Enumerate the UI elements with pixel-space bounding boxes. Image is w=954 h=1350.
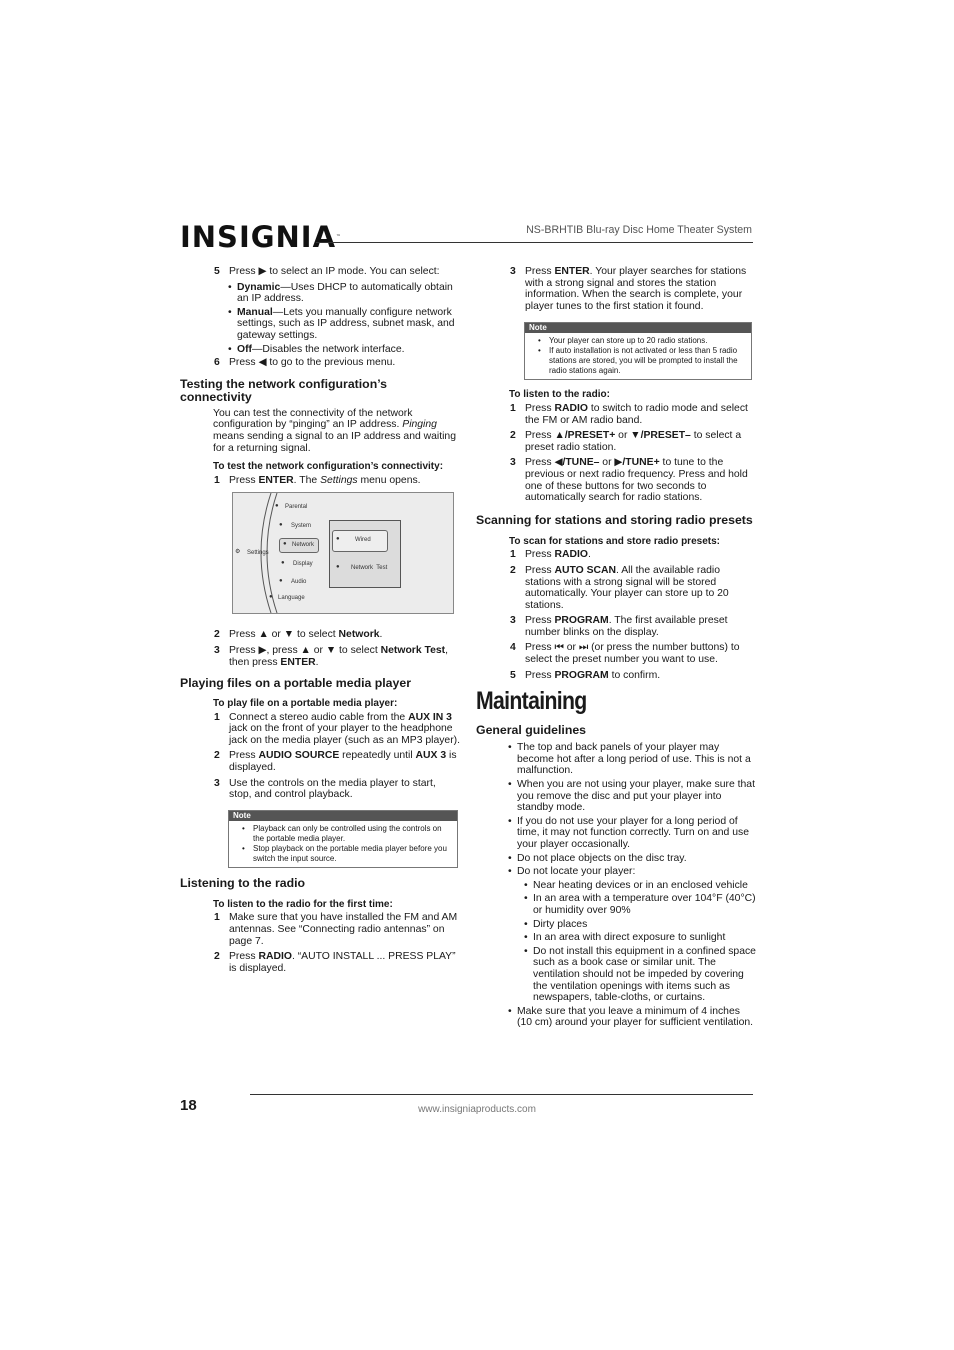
down-arrow-icon: ▼ bbox=[283, 629, 295, 641]
key: PROGRAM bbox=[554, 669, 609, 681]
skip-back-icon: ⏮ bbox=[554, 642, 564, 654]
step-5-ip-mode bbox=[180, 266, 460, 278]
text: . bbox=[587, 549, 591, 561]
text: Press bbox=[525, 669, 555, 681]
right-arrow-icon: ▶ bbox=[258, 644, 267, 656]
text: Press bbox=[525, 402, 555, 414]
text: Press bbox=[525, 266, 555, 277]
network-test-icon: ● bbox=[336, 564, 340, 571]
text: Connect a stereo audio cable from the bbox=[229, 711, 409, 723]
key: /PRESET+ bbox=[564, 430, 616, 442]
text: Press bbox=[229, 266, 259, 277]
step-number: 5 bbox=[510, 669, 516, 681]
list-item: • Do not locate your player: bbox=[517, 866, 756, 878]
text: Press bbox=[525, 549, 555, 561]
step-1-antennas bbox=[180, 912, 460, 947]
right-arrow-icon: ▶ bbox=[614, 457, 623, 469]
text: is displayed. bbox=[229, 750, 457, 774]
left-arrow-icon: ◀ bbox=[258, 357, 267, 369]
step-number: 1 bbox=[214, 912, 220, 924]
text: Press bbox=[229, 474, 259, 486]
step-3-enter-search bbox=[476, 266, 756, 312]
key: ENTER bbox=[554, 266, 590, 277]
parental-icon: ● bbox=[275, 503, 279, 510]
term: Off bbox=[237, 343, 253, 355]
text: (or press the number buttons) to select the preset number you want to use. bbox=[525, 642, 740, 666]
subheading-radio-first: To listen to the radio for the first time: bbox=[213, 898, 393, 910]
step-number: 2 bbox=[510, 430, 516, 442]
text: , press bbox=[266, 644, 301, 656]
step-5-confirm bbox=[476, 670, 756, 682]
step-number: 5 bbox=[214, 266, 220, 277]
list-item: • In an area with direct exposure to sunlight bbox=[533, 932, 756, 944]
step-number: 1 bbox=[510, 549, 516, 561]
text: Press bbox=[525, 457, 555, 469]
list-item: • Near heating devices or in an enclosed vehicle bbox=[533, 880, 756, 892]
subheading-listen: To listen to the radio: bbox=[509, 389, 610, 401]
note-header: Note bbox=[525, 323, 751, 333]
list-item: • When you are not using your player, make sure that you remove the disc and put your player into standby mode. bbox=[517, 779, 756, 814]
text: or bbox=[563, 642, 579, 654]
note-item: • If auto installation is not activated or less than 5 radio stations are stored, you will be prompted to install the radio stations again. bbox=[549, 346, 747, 376]
term: Dynamic bbox=[237, 281, 281, 293]
left-arrow-icon: ◀ bbox=[554, 457, 563, 469]
step-1-enter bbox=[180, 475, 460, 487]
guidelines-list-end bbox=[476, 1006, 756, 1029]
logo-text: INSIGNIA bbox=[180, 220, 337, 254]
step-number: 3 bbox=[214, 777, 220, 789]
key: /PRESET– bbox=[640, 430, 691, 442]
heading-listening-radio: Listening to the radio bbox=[180, 875, 306, 890]
note-item: • Stop playback on the portable media player before you switch the input source. bbox=[253, 844, 453, 864]
key: AUX 3 bbox=[415, 750, 447, 762]
header-title: NS-BRHTIB Blu-ray Disc Home Theater System bbox=[526, 224, 752, 236]
text: . The bbox=[293, 474, 321, 486]
menu-item-network[interactable]: Network bbox=[292, 542, 315, 549]
note-header: Note bbox=[229, 811, 457, 821]
heading-portable-media: Playing files on a portable media player bbox=[180, 676, 411, 691]
text: You can test the connectivity of the network configuration by “pinging” an IP address. bbox=[213, 407, 413, 431]
heading-testing-network: Testing the network configuration’s connectivity bbox=[180, 376, 388, 404]
text: Press bbox=[229, 644, 259, 656]
text: jack on the front of your player to the headphone jack on the media player (such as an MP3 player). bbox=[229, 723, 461, 746]
language-icon: ● bbox=[269, 594, 273, 601]
right-arrow-icon: ▶ bbox=[258, 266, 267, 277]
text: . All the available radio stations with a strong signal will be stored automatically. Your player can store up to 20 stations. bbox=[525, 564, 729, 611]
text: or bbox=[615, 430, 631, 442]
text: . bbox=[315, 656, 319, 668]
step-1-radio-mode bbox=[476, 403, 756, 426]
text: repeatedly until bbox=[339, 750, 416, 762]
list-item: • If you do not use your player for a long period of time, it may not function correctly. Turn on and use your player occasionally. bbox=[517, 816, 756, 851]
audio-icon: ● bbox=[279, 578, 283, 585]
text: to select an IP mode. You can select: bbox=[266, 266, 440, 277]
down-arrow-icon: ▼ bbox=[630, 430, 641, 442]
text: —Lets you manually configure network settings, such as IP address, subnet mask, and gateway settings. bbox=[237, 306, 455, 341]
system-icon: ● bbox=[279, 522, 283, 529]
text: Press bbox=[229, 629, 259, 641]
step-number: 2 bbox=[214, 629, 220, 641]
step-3-network-test bbox=[180, 645, 460, 668]
down-arrow-icon: ▼ bbox=[325, 644, 337, 656]
step-number: 1 bbox=[214, 711, 220, 723]
step-number: 1 bbox=[214, 474, 220, 486]
term: Manual bbox=[237, 306, 273, 318]
step-6-previous bbox=[180, 357, 460, 369]
text: Press bbox=[525, 615, 555, 627]
key: RADIO bbox=[554, 402, 588, 414]
menu-item-language[interactable]: Language bbox=[278, 595, 305, 602]
text: . Your player searches for stations with a strong signal and stores the station information. When the search is complete, your player tunes to the first station it found. bbox=[525, 266, 747, 312]
menu-item-system[interactable]: System bbox=[291, 523, 312, 530]
step-2-audio-source bbox=[180, 750, 460, 773]
text: menu opens. bbox=[357, 474, 421, 486]
note-box-radio bbox=[524, 322, 752, 380]
left-column bbox=[180, 266, 460, 974]
step-number: 3 bbox=[214, 644, 220, 656]
menu-item-parental[interactable]: Parental bbox=[285, 504, 308, 511]
step-3-controls bbox=[180, 778, 460, 801]
list-item: • In an area with a temperature over 104°F (40°C) or humidity over 90% bbox=[533, 893, 756, 916]
text: to confirm. bbox=[608, 669, 661, 681]
up-arrow-icon: ▲ bbox=[258, 629, 269, 641]
settings-icon: ⚙ bbox=[235, 549, 241, 556]
text: to select bbox=[294, 629, 339, 641]
italic-term: Pinging bbox=[402, 419, 437, 431]
note-item: • Your player can store up to 20 radio stations. bbox=[549, 336, 747, 346]
footer-url[interactable]: www.insigniaproducts.com bbox=[418, 1104, 536, 1115]
list-item bbox=[237, 282, 460, 305]
key: /TUNE+ bbox=[622, 457, 660, 469]
settings-menu-screenshot bbox=[232, 492, 454, 614]
text: Press bbox=[525, 564, 555, 576]
text: Press bbox=[525, 430, 555, 442]
note-box-playback bbox=[228, 810, 458, 868]
text: —Uses DHCP to automatically obtain an IP address. bbox=[237, 281, 453, 305]
up-arrow-icon: ▲ bbox=[300, 644, 311, 656]
step-2-select-network bbox=[180, 629, 460, 641]
step-2-radio bbox=[180, 951, 460, 974]
insignia-logo bbox=[180, 222, 341, 252]
location-list bbox=[476, 880, 756, 1004]
list-item bbox=[237, 344, 460, 356]
subheading-play: To play file on a portable media player: bbox=[213, 698, 398, 710]
heading-maintaining: Maintaining bbox=[476, 687, 587, 716]
key: RADIO bbox=[554, 549, 588, 561]
step-number: 4 bbox=[510, 642, 516, 654]
list-item: • Dirty places bbox=[533, 919, 756, 931]
text: Press bbox=[229, 750, 259, 762]
step-number: 6 bbox=[214, 357, 220, 369]
key: RADIO bbox=[258, 951, 292, 963]
step-1-connect bbox=[180, 712, 460, 747]
list-item: • Make sure that you leave a minimum of 4 inches (10 cm) around your player for sufficient ventilation. bbox=[517, 1006, 756, 1029]
step-number: 2 bbox=[510, 564, 516, 576]
key: /TUNE– bbox=[562, 457, 600, 469]
text: then press bbox=[229, 656, 281, 668]
key: AUTO SCAN bbox=[554, 564, 617, 576]
skip-forward-icon: ⏭ bbox=[578, 642, 589, 654]
text: Use the controls on the media player to start, stop, and control playback. bbox=[229, 777, 436, 801]
step-number: 3 bbox=[510, 457, 516, 469]
option-wired[interactable]: Wired bbox=[355, 537, 371, 544]
menu-item-audio[interactable]: Audio bbox=[291, 579, 307, 586]
list-item: • The top and back panels of your player may become hot after a long period of use. This is not a malfunction. bbox=[517, 742, 756, 777]
list-item: • Do not install this equipment in a confined space such as a book case or similar unit. The ventilation should not be impeded by covering the ventilation openings with items such as newspapers, table-cloths, or curtains. bbox=[533, 946, 756, 1004]
key: Network bbox=[338, 629, 380, 641]
paragraph-ping bbox=[180, 408, 460, 454]
option-network-test[interactable]: Network Test bbox=[351, 565, 388, 572]
wired-icon: ● bbox=[336, 536, 340, 543]
menu-settings-label: Settings bbox=[247, 550, 269, 557]
step-number: 3 bbox=[510, 266, 516, 277]
step-number: 3 bbox=[510, 615, 516, 627]
up-arrow-icon: ▲ bbox=[554, 430, 565, 442]
key: Network Test bbox=[380, 644, 446, 656]
text: , bbox=[445, 644, 448, 656]
text: Press bbox=[229, 357, 259, 369]
list-item: • Do not place objects on the disc tray. bbox=[517, 853, 756, 865]
step-number: 2 bbox=[214, 951, 220, 963]
text: means sending a signal to an IP address and waiting for a returning signal. bbox=[213, 430, 456, 454]
network-icon: ● bbox=[283, 541, 287, 548]
text: to tune to the previous or next radio frequency. Press and hold one of these buttons for two seconds to automatically search for radio stations. bbox=[525, 457, 748, 504]
header-rule bbox=[316, 242, 753, 243]
text: to select bbox=[336, 644, 381, 656]
menu-item-display[interactable]: Display bbox=[293, 561, 313, 568]
text: Press bbox=[229, 951, 259, 963]
step-1-press-radio bbox=[476, 549, 756, 561]
key: PROGRAM bbox=[554, 615, 609, 627]
display-icon: ● bbox=[281, 560, 285, 567]
text: . The first available preset number blinks on the display. bbox=[525, 615, 728, 638]
italic-term: Settings bbox=[320, 474, 358, 486]
text: to go to the previous menu. bbox=[266, 357, 396, 369]
step-2-auto-scan bbox=[476, 565, 756, 611]
subheading-test: To test the network configuration’s connectivity: bbox=[213, 461, 444, 473]
ip-mode-list bbox=[180, 282, 460, 356]
page-number: 18 bbox=[180, 1097, 197, 1114]
key: ENTER bbox=[280, 656, 316, 668]
text: or bbox=[310, 644, 326, 656]
key: AUX IN 3 bbox=[408, 711, 452, 723]
text: . “AUTO INSTALL ... PRESS PLAY” is displayed. bbox=[229, 951, 456, 974]
text: to select a preset radio station. bbox=[525, 430, 742, 453]
step-3-program bbox=[476, 615, 756, 638]
text: —Disables the network interface. bbox=[252, 343, 405, 355]
text: or bbox=[268, 629, 284, 641]
step-4-select-preset bbox=[476, 642, 756, 665]
text: Press bbox=[525, 642, 555, 654]
list-item bbox=[237, 307, 460, 342]
subheading-scan: To scan for stations and store radio presets: bbox=[509, 535, 720, 547]
guidelines-list bbox=[476, 742, 756, 878]
trademark: ™ bbox=[336, 234, 342, 240]
footer-rule bbox=[250, 1094, 753, 1095]
text: or bbox=[599, 457, 615, 469]
step-number: 2 bbox=[214, 750, 220, 762]
key: AUDIO SOURCE bbox=[258, 750, 340, 762]
note-list bbox=[525, 333, 751, 379]
heading-scanning: Scanning for stations and storing radio presets bbox=[476, 512, 753, 527]
step-2-preset bbox=[476, 430, 756, 453]
text: Make sure that you have installed the FM and AM antennas. See “Connecting radio antennas” on page 7. bbox=[229, 912, 458, 947]
right-column bbox=[476, 266, 756, 1029]
step-number: 1 bbox=[510, 402, 516, 414]
text: to switch to radio mode and select the FM or AM radio band. bbox=[525, 402, 748, 426]
note-item: • Playback can only be controlled using the controls on the portable media player. bbox=[253, 824, 453, 844]
key: ENTER bbox=[258, 474, 294, 486]
heading-general-guidelines: General guidelines bbox=[476, 723, 587, 738]
note-list bbox=[229, 821, 457, 867]
text: . bbox=[379, 629, 383, 641]
step-3-tune bbox=[476, 457, 756, 503]
